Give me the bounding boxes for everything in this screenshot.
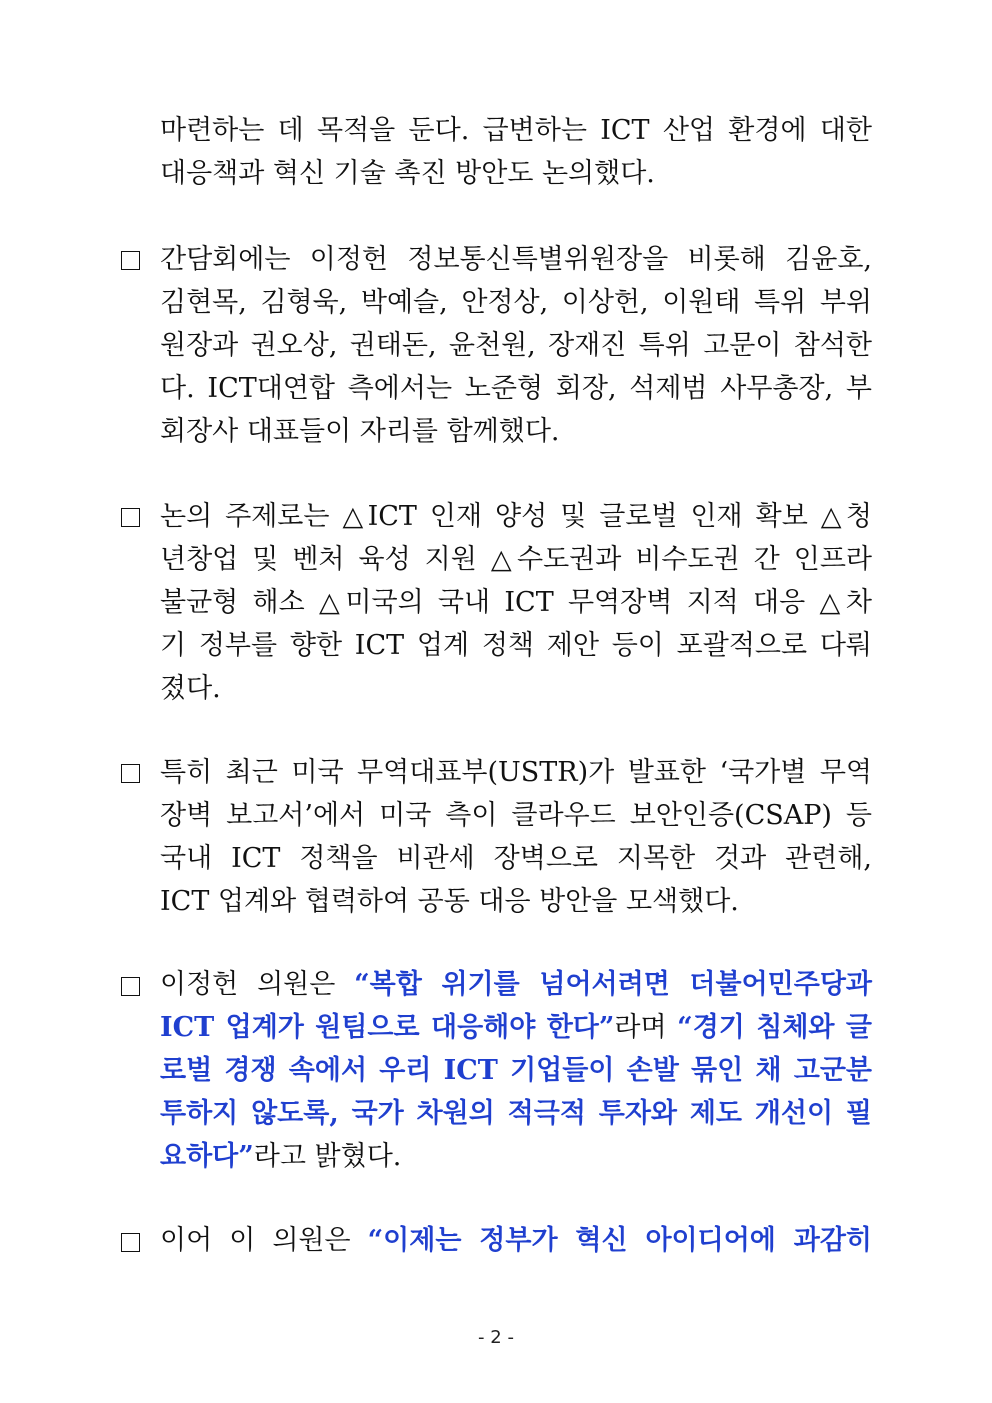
text-line: 년창업 및 벤처 육성 지원 △수도권과 비수도권 간 인프라 <box>160 544 872 575</box>
text-line: 졌다. <box>160 673 221 704</box>
quote-text: “이제는 정부가 혁신 아이디어에 과감히 <box>367 1225 872 1256</box>
plain-text: 이어 이 의원은 <box>160 1225 368 1256</box>
text-line: 김현목, 김형욱, 박예슬, 안정상, 이상헌, 이원태 특위 부위 <box>160 287 872 318</box>
text-line: 원장과 권오상, 권태돈, 윤천원, 장재진 특위 고문이 참석한 <box>160 330 872 361</box>
bullet-checkbox-icon <box>121 508 140 527</box>
quote-line: 투하지 않도록, 국가 차원의 적극적 투자와 제도 개선이 필 <box>160 1098 872 1129</box>
text-line: 간담회에는 이정헌 정보통신특별위원장을 비롯해 김윤호, <box>160 244 872 275</box>
bullet-checkbox-icon <box>121 977 140 996</box>
text-line: 회장사 대표들이 자리를 함께했다. <box>160 416 560 447</box>
text-line: 논의 주제로는 △ICT 인재 양성 및 글로벌 인재 확보 △청 <box>160 501 872 532</box>
text-line: 장벽 보고서’에서 미국 측이 클라우드 보안인증(CSAP) 등 <box>160 800 872 831</box>
text-line: 마련하는 데 목적을 둔다. 급변하는 ICT 산업 환경에 대한 <box>160 115 872 146</box>
text-line: 기 정부를 향한 ICT 업계 정책 제안 등이 포괄적으로 다뤄 <box>160 630 872 661</box>
text-line: ICT 업계와 협력하여 공동 대응 방안을 모색했다. <box>160 886 739 917</box>
text-line: 불균형 해소 △미국의 국내 ICT 무역장벽 지적 대응 △차 <box>160 587 872 618</box>
bullet-checkbox-icon <box>121 251 140 270</box>
text-line <box>160 1135 872 1179</box>
text-line <box>160 963 872 1007</box>
quote-text: “경기 침체와 글 <box>677 1012 872 1043</box>
page-number: - 2 - <box>478 1327 514 1348</box>
plain-text: 라고 밝혔다. <box>253 1141 402 1172</box>
text-line: 다. ICT대연합 측에서는 노준형 회장, 석제범 사무총장, 부 <box>160 373 872 404</box>
text-line <box>160 1006 872 1050</box>
plain-text: 라며 <box>614 1012 678 1043</box>
text-line: 대응책과 혁신 기술 촉진 방안도 논의했다. <box>160 158 655 189</box>
quote-text: ICT 업계가 원팀으로 대응해야 한다” <box>160 1012 615 1043</box>
text-line: 국내 ICT 정책을 비관세 장벽으로 지목한 것과 관련해, <box>160 843 872 874</box>
quote-line: 로벌 경쟁 속에서 우리 ICT 기업들이 손발 묶인 채 고군분 <box>160 1055 872 1086</box>
quote-text: “복합 위기를 넘어서려면 더불어민주당과 <box>354 969 872 1000</box>
bullet-checkbox-icon <box>121 1233 140 1252</box>
text-line: 특히 최근 미국 무역대표부(USTR)가 발표한 ‘국가별 무역 <box>160 757 872 788</box>
text-line <box>160 1219 872 1263</box>
plain-text: 이정헌 의원은 <box>160 969 355 1000</box>
quote-text: 요하다” <box>160 1141 254 1172</box>
bullet-checkbox-icon <box>121 764 140 783</box>
